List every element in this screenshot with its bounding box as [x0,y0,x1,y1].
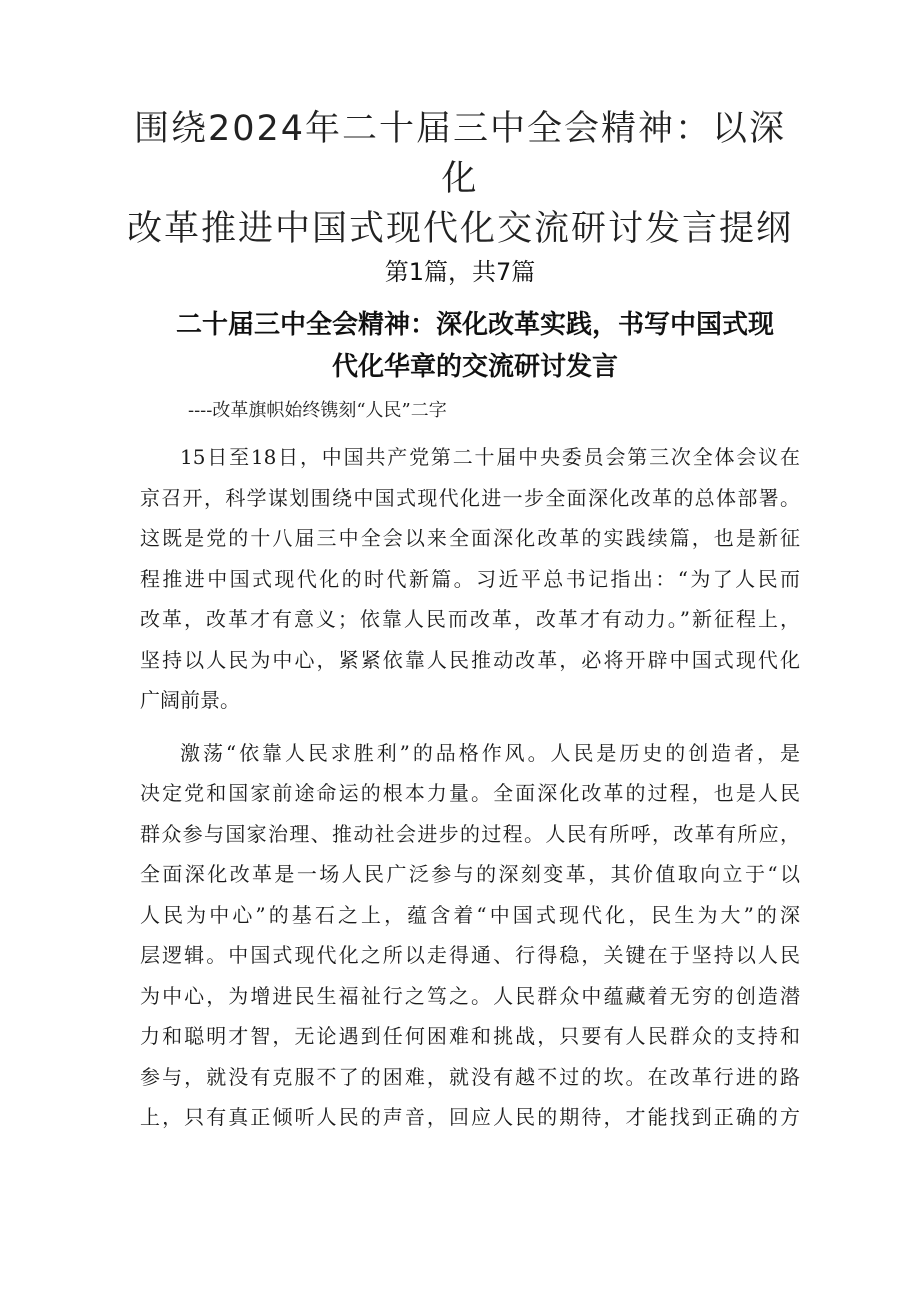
text-line: 群众参与国家治理、推动社会进步的过程。人民有所呼，改革有所应， [140,821,800,846]
text-line: 为中心，为增进民生福祉行之笃之。人民群众中蕴藏着无穷的创造潜 [140,983,800,1008]
paragraph [140,437,800,721]
section-subtitle [150,304,800,388]
document-title-line: 围绕2024年二十届三中全会精神：以深化 [133,109,787,199]
text-line: 京召开，科学谋划围绕中国式现代化进一步全面深化改革的总体部署。 [140,485,800,510]
text-line: 激荡“依靠人民求胜利”的品格作风。人民是历史的创造者，是 [180,740,800,765]
section-subtitle-line: 代化华章的交流研讨发言 [331,352,618,382]
text-line: 坚持以人民为中心，紧紧依靠人民推动改革，必将开辟中国式现代化 [140,647,800,672]
document-title-line: 改革推进中国式现代化交流研讨发言提纲 [126,209,793,249]
text-line: 程推进中国式现代化的时代新篇。习近平总书记指出：“为了人民而 [140,566,800,591]
section-subtitle-line: 二十届三中全会精神：深化改革实践，书写中国式现 [175,310,774,340]
part-number: 第1篇，共7篇 [384,258,536,286]
text-line: 人民为中心”的基石之上，蕴含着“中国式现代化，民生为大”的深 [140,902,800,927]
document-body [140,437,800,1138]
text-line: 15日至18日，中国共产党第二十届中央委员会第三次全体会议在 [180,445,800,469]
text-line: 参与，就没有克服不了的困难，就没有越不过的坎。在改革行进的路 [140,1064,800,1089]
text-line: 广阔前景。 [140,688,240,712]
text-line: 层逻辑。中国式现代化之所以走得通、行得稳，关键在于坚持以人民 [140,943,800,967]
paragraph [140,733,800,1138]
text-line: 力和聪明才智，无论遇到任何困难和挑战，只要有人民群众的支持和 [140,1024,800,1048]
text-line: 改革，改革才有意义；依靠人民而改革，改革才有动力。”新征程上， [140,607,800,631]
byline: ----改革旗帜始终镌刻“人民”二字 [188,400,447,421]
text-line: 决定党和国家前途命运的根本力量。全面深化改革的过程，也是人民 [140,781,800,805]
text-line: 这既是党的十八届三中全会以来全面深化改革的实践续篇，也是新征 [140,526,800,550]
text-line: 上，只有真正倾听人民的声音，回应人民的期待，才能找到正确的方 [140,1105,800,1129]
text-line: 全面深化改革是一场人民广泛参与的深刻变革，其价值取向立于“以 [140,862,800,886]
document-title [120,104,800,254]
